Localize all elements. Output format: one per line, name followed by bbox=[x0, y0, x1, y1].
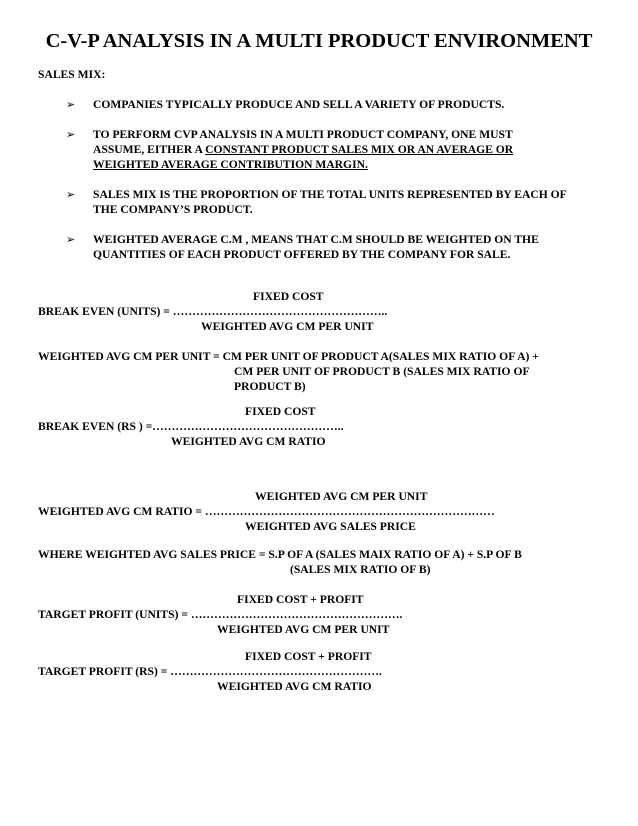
wacm-ratio-denominator: WEIGHTED AVG SALES PRICE bbox=[245, 520, 416, 533]
bullet-2-line-3: WEIGHTED AVERAGE CONTRIBUTION MARGIN. bbox=[93, 158, 368, 171]
sales-mix-heading: SALES MIX: bbox=[38, 68, 106, 81]
bullet-3-line-2: THE COMPANY’S PRODUCT. bbox=[93, 203, 253, 216]
bullet-2-line-1: TO PERFORM CVP ANALYSIS IN A MULTI PRODUCT COMPANY, ONE MUST bbox=[93, 128, 513, 141]
be-rs-label: BREAK EVEN (RS ) =………………………………………….. bbox=[38, 420, 344, 433]
be-rs-numerator: FIXED COST bbox=[245, 405, 316, 418]
bullet-1-line-1: COMPANIES TYPICALLY PRODUCE AND SELL A VARIETY OF PRODUCTS. bbox=[93, 98, 505, 111]
wasp-line-2: (SALES MIX RATIO OF B) bbox=[290, 563, 431, 576]
wacm-ratio-label: WEIGHTED AVG CM RATIO = ………………………………………………………………… bbox=[38, 505, 495, 518]
tp-units-numerator: FIXED COST + PROFIT bbox=[237, 593, 364, 606]
be-rs-denominator: WEIGHTED AVG CM RATIO bbox=[171, 435, 326, 448]
bullet-4-line-1: WEIGHTED AVERAGE C.M , MEANS THAT C.M SHOULD BE WEIGHTED ON THE bbox=[93, 233, 539, 246]
tp-rs-numerator: FIXED COST + PROFIT bbox=[245, 650, 372, 663]
wacm-ratio-numerator: WEIGHTED AVG CM PER UNIT bbox=[255, 490, 428, 503]
tp-rs-label: TARGET PROFIT (RS) = ………………………………………………. bbox=[38, 665, 382, 678]
tp-units-denominator: WEIGHTED AVG CM PER UNIT bbox=[217, 623, 390, 636]
arrow-bullet-icon: ➢ bbox=[66, 188, 76, 201]
page-title: C-V-P ANALYSIS IN A MULTI PRODUCT ENVIRONMENT bbox=[45, 30, 593, 52]
wacm-unit-line-3: PRODUCT B) bbox=[234, 380, 306, 393]
arrow-bullet-icon: ➢ bbox=[66, 98, 76, 111]
bullet-3-line-1: SALES MIX IS THE PROPORTION OF THE TOTAL UNITS REPRESENTED BY EACH OF bbox=[93, 188, 567, 201]
tp-rs-denominator: WEIGHTED AVG CM RATIO bbox=[217, 680, 372, 693]
wacm-unit-line-2: CM PER UNIT OF PRODUCT B (SALES MIX RATIO OF bbox=[234, 365, 530, 378]
arrow-bullet-icon: ➢ bbox=[66, 128, 76, 141]
be-units-label: BREAK EVEN (UNITS) = ……………………………………………….. bbox=[38, 305, 388, 318]
be-units-numerator: FIXED COST bbox=[253, 290, 324, 303]
wasp-line-1: WHERE WEIGHTED AVG SALES PRICE = S.P OF A (SALES MAIX RATIO OF A) + S.P OF B bbox=[38, 548, 522, 561]
bullet-2-underlined-text: CONSTANT PRODUCT SALES MIX OR AN AVERAGE OR bbox=[205, 143, 514, 156]
arrow-bullet-icon: ➢ bbox=[66, 233, 76, 246]
bullet-4-line-2: QUANTITIES OF EACH PRODUCT OFFERED BY THE COMPANY FOR SALE. bbox=[93, 248, 511, 261]
be-units-denominator: WEIGHTED AVG CM PER UNIT bbox=[201, 320, 374, 333]
bullet-2-line-2-text: ASSUME, EITHER A bbox=[93, 143, 206, 156]
tp-units-label: TARGET PROFIT (UNITS) = ………………………………………………. bbox=[38, 608, 403, 621]
bullet-2-line-2 bbox=[93, 143, 513, 157]
wacm-unit-line-1: WEIGHTED AVG CM PER UNIT = CM PER UNIT OF PRODUCT A(SALES MIX RATIO OF A) + bbox=[38, 350, 539, 363]
